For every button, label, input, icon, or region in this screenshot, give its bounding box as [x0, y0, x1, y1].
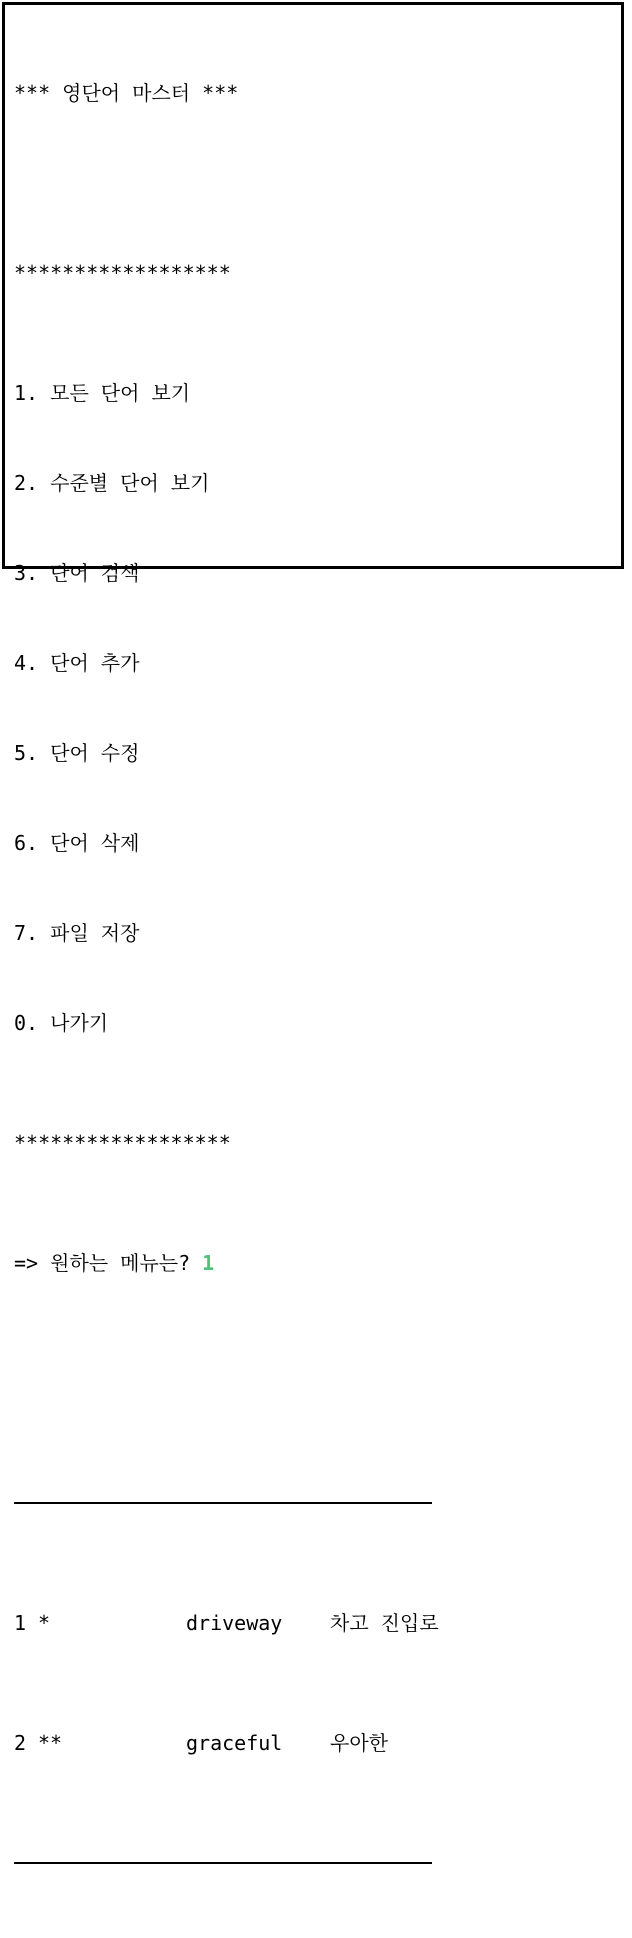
menu-separator-top: ******************	[14, 261, 231, 285]
divider	[14, 1502, 432, 1504]
menu-input[interactable]: 1	[202, 1251, 215, 1275]
menu-item-edit: 5. 단어 수정	[14, 741, 140, 765]
divider	[14, 1862, 432, 1864]
row-level: **	[38, 1731, 63, 1755]
terminal-window	[2, 2, 624, 1755]
menu-item-search: 3. 단어 검색	[14, 561, 140, 585]
table-row	[14, 1728, 617, 1758]
row-number: 1	[14, 1611, 27, 1635]
console-output	[14, 18, 617, 1938]
list-separator-top	[14, 1488, 617, 1518]
menu-item-delete: 6. 단어 삭제	[14, 831, 140, 855]
menu-item-view-by-level: 2. 수준별 단어 보기	[14, 471, 210, 495]
row-word: driveway	[186, 1611, 283, 1635]
menu-item-add: 4. 단어 추가	[14, 651, 140, 675]
blank-line	[14, 168, 617, 198]
menu-item-exit: 0. 나가기	[14, 1011, 109, 1035]
row-number: 2	[14, 1731, 27, 1755]
row-meaning: 차고 진입로	[330, 1611, 439, 1635]
list-separator-bottom	[14, 1848, 617, 1878]
row-word: graceful	[186, 1731, 283, 1755]
menu-separator-bottom: ******************	[14, 1131, 231, 1155]
menu-item-save-file: 7. 파일 저장	[14, 921, 140, 945]
app-title: *** 영단어 마스터 ***	[14, 81, 239, 105]
menu-prompt-line[interactable]	[14, 1248, 617, 1278]
menu-item-view-all: 1. 모든 단어 보기	[14, 381, 191, 405]
blank-line	[14, 1368, 617, 1398]
row-level: *	[38, 1611, 51, 1635]
menu-prompt: => 원하는 메뉴는?	[14, 1251, 203, 1275]
row-meaning: 우아한	[330, 1731, 388, 1755]
table-row	[14, 1608, 617, 1638]
